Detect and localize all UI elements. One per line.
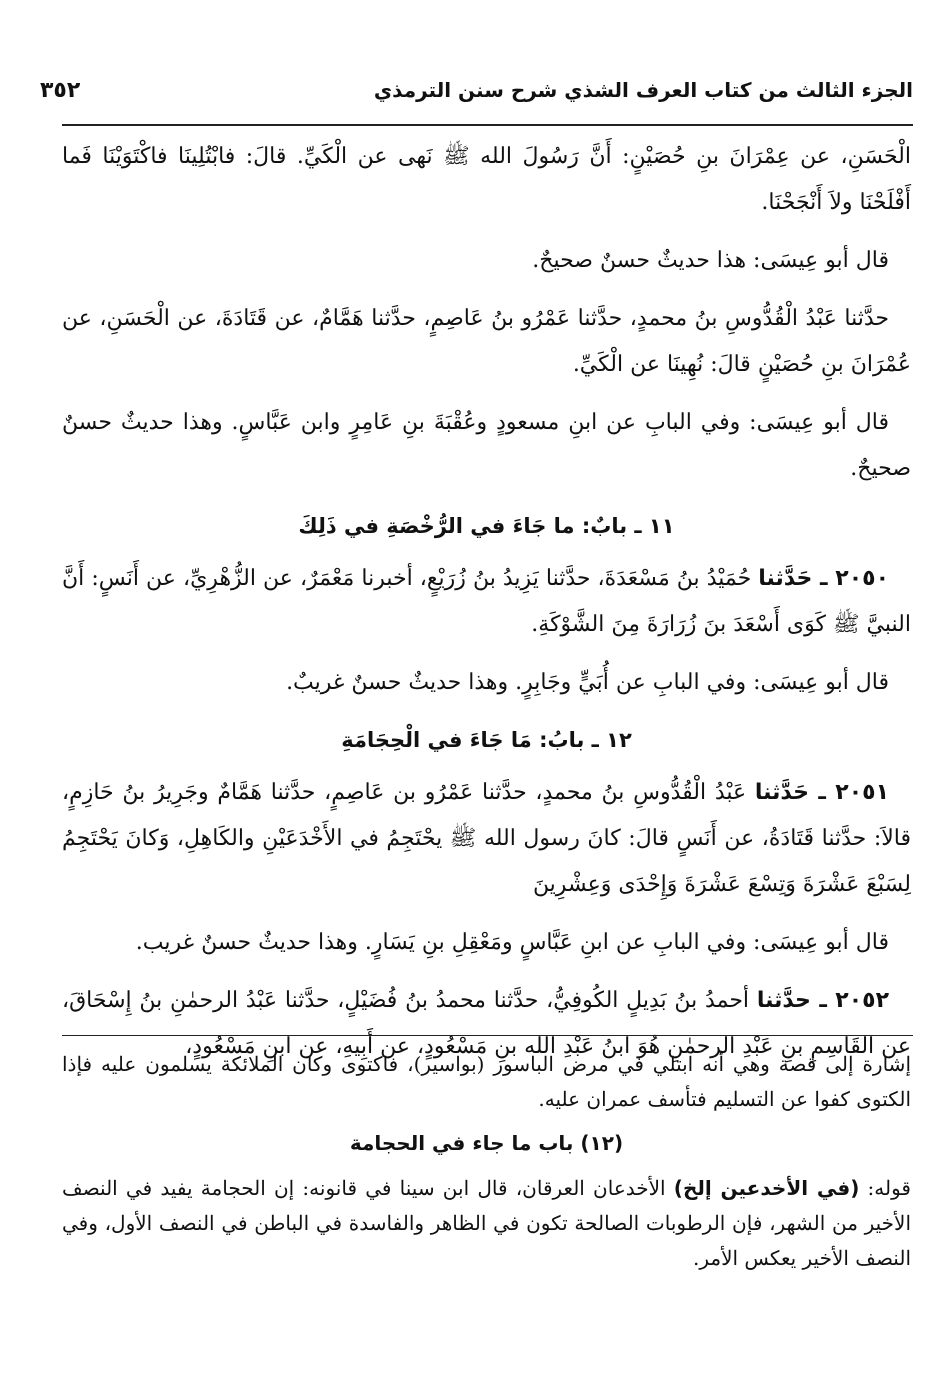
running-title: الجزء الثالث من كتاب العرف الشذي شرح سنن الترمذي [373,78,913,102]
page-number: ٣٥٢ [40,77,81,103]
header-rule [62,124,913,126]
page-header [40,70,913,110]
hadith-text: حُمَيْدُ بنُ مَسْعَدَةَ، حدَّثنا يَزِيدُ بنُ زُرَيْعٍ، أخبرنا مَعْمَرٌ، عن الزُّهْرِيِّ، عن أَنَسٍ: أَنَّ النبيَّ ﷺ كَوَى أَسْعَدَ بنَ زُرَارَةَ مِنَ الشَّوْكَةِ. [62,566,911,637]
hadith-number: ٢٠٥٠ ـ حَدَّثنا [758,566,889,591]
footnote-text: الأخدعان العرقان، قال ابن سينا في قانونه: إن الحجامة يفيد في النصف الأخير من الشهر، فإن الرطوبات الصالحة تكون في الظاهر والفاسدة في الباطن في النصف الأول، وفي النصف الأخير يعكس الأمر. [62,1176,911,1270]
hadith-number: ٢٠٥٢ ـ حدَّثنا [756,988,890,1013]
paragraph: الْحَسَنِ، عن عِمْرَانَ بنِ حُصَيْنٍ: أَنَّ رَسُولَ الله ﷺ نَهى عن الْكَيِّ. قالَ: فابْتُلِينَا فاكْتَوَيْنَا فَما أَفْلَحْنَا ولاَ أَنْجَحْنَا. [62,144,911,215]
hadith-2051 [62,770,911,908]
paragraph: حدَّثنا عَبْدُ الْقُدُّوسِ بنُ محمدٍ، حدَّثنا عَمْرُو بنُ عَاصِمٍ، حدَّثنا هَمَّامٌ، عن قَتَادَةَ، عن الْحَسَنِ، عن عُمْرَانَ بنِ حُصَيْنٍ قالَ: نُهِينَا عن الْكَيِّ. [62,306,911,377]
chapter-heading-12: ١٢ ـ بابُ: مَا جَاءَ في الْحِجَامَةِ [341,728,632,752]
paragraph: قال أبو عِيسَى: هذا حديثٌ حسنٌ صحيحٌ. [532,248,889,273]
paragraph: قال أبو عِيسَى: وفي البابِ عن ابنِ عَبَّاسٍ ومَعْقِلِ بنِ يَسَارٍ. وهذا حديثٌ حسنٌ غريب. [135,930,889,955]
hadith-text: أحمدُ بنُ بَدِيلٍ الكُوفِيُّ، حدَّثنا محمدُ بنُ فُضَيْلٍ، حدَّثنا عَبْدُ الرحمٰنِ بنُ إِسْحَاقَ، عن القَاسِمِ بنِ عَبْدِ الرحمٰنِ هُوَ ابنُ عَبْدِ الله بنِ مَسْعُودٍ، عن أَبِيهِ، عن ابنِ مَسْعُودٍ، [62,988,911,1059]
footnote-heading: (١٢) باب ما جاء في الحجامة [349,1131,624,1155]
footnote-lemma: (في الأخدعين إلخ) [673,1176,860,1200]
footnotes [62,1047,911,1286]
paragraph: قال أبو عِيسَى: وفي البابِ عن أُبَيٍّ وجَابِرٍ. وهذا حديثٌ حسنٌ غريبٌ. [286,670,889,695]
hadith-number: ٢٠٥١ ـ حَدَّثنا [754,780,890,805]
footnote-divider [62,1035,913,1036]
hadith-2050 [62,556,911,648]
chapter-heading-11: ١١ ـ بابٌ: ما جَاءَ في الرُّخْصَةِ في ذَلِكَ [298,514,675,538]
footnote-prefix: قوله: [867,1176,911,1200]
paragraph: قال أبو عِيسَى: وفي البابِ عن ابنِ مسعودٍ وعُقْبَةَ بنِ عَامِرٍ وابن عَبَّاسٍ. وهذا حديثٌ حسنٌ صحيحٌ. [62,410,911,481]
hadith-text: عَبْدُ الْقُدُّوسِ بنُ محمدٍ، حدَّثنا عَمْرُو بن عَاصِمٍ، حدَّثنا هَمَّامٌ وجَرِيرُ بنُ حَازِمٍ، قالاَ: حدَّثنا قَتَادَةُ، عن أَنَسٍ قالَ: كانَ رسول الله ﷺ يحْتَجِمُ في الأَخْدَعَيْنِ والكَاهِلِ، وَكانَ يَحْتَجِمُ لِسَبْعَ عَشْرَةَ وَتِسْعَ عَشْرَةَ وَإِحْدَى وَعِشْرِينَ [62,780,911,897]
footnote-paragraph [62,1171,911,1276]
main-text [62,134,911,1082]
footnote-paragraph: إشارة إلى قصة وهي أنه ابتلي في مرض الباسور (بواسير)، فاكتوى وكان الملائكة يسلمون عليه فإذا الكتوى كفوا عن التسليم فتأسف عمران عليه. [62,1052,911,1111]
